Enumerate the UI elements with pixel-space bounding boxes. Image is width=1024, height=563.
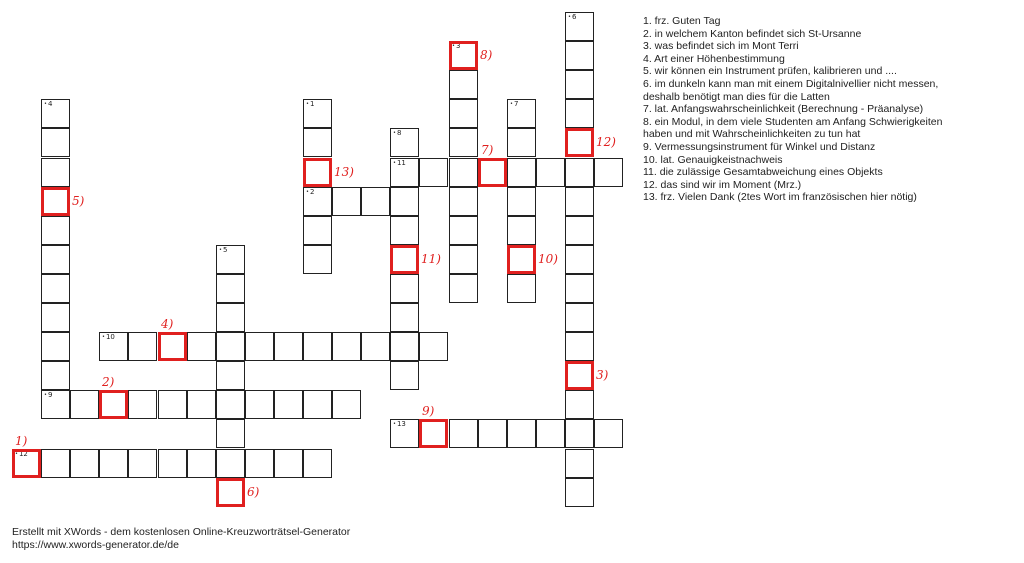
clue-item: 7. lat. Anfangswahrscheinlichkeit (Berechnung - Präanalyse) — [643, 103, 924, 116]
grid-cell[interactable] — [216, 478, 245, 507]
footer — [12, 526, 350, 552]
clue-number: • 3 — [452, 42, 460, 51]
grid-cell[interactable] — [565, 216, 594, 245]
solution-letter-label: 10) — [538, 252, 558, 266]
clue-number: • 8 — [393, 129, 401, 138]
grid-cell[interactable] — [361, 332, 390, 361]
grid-cell[interactable] — [187, 332, 216, 361]
grid-cell[interactable] — [419, 158, 448, 187]
grid-cell[interactable] — [245, 332, 274, 361]
grid-cell[interactable] — [565, 361, 594, 390]
grid-cell[interactable] — [478, 419, 507, 448]
grid-cell[interactable] — [449, 41, 478, 70]
grid-cell[interactable] — [507, 274, 536, 303]
clue-item: 5. wir können ein Instrument prüfen, kalibrieren und .... — [643, 65, 897, 78]
grid-cell[interactable] — [187, 390, 216, 419]
grid-cell[interactable] — [245, 390, 274, 419]
grid-cell[interactable] — [303, 245, 332, 274]
grid-cell[interactable] — [390, 303, 419, 332]
grid-cell[interactable] — [565, 12, 594, 41]
grid-cell[interactable] — [565, 158, 594, 187]
grid-cell[interactable] — [303, 128, 332, 157]
grid-cell[interactable] — [303, 99, 332, 128]
grid-cell[interactable] — [41, 274, 70, 303]
grid-cell[interactable] — [536, 158, 565, 187]
clue-item: 11. die zulässige Gesamtabweichung eines Objekts — [643, 166, 883, 179]
grid-cell[interactable] — [507, 128, 536, 157]
clue-number: • 2 — [306, 188, 314, 197]
grid-cell[interactable] — [41, 128, 70, 157]
grid-cell[interactable] — [41, 390, 70, 419]
clue-number: • 5 — [219, 246, 227, 255]
grid-cell[interactable] — [565, 390, 594, 419]
grid-cell[interactable] — [390, 274, 419, 303]
grid-cell[interactable] — [41, 216, 70, 245]
grid-cell[interactable] — [41, 332, 70, 361]
grid-cell[interactable] — [507, 99, 536, 128]
grid-cell[interactable] — [565, 187, 594, 216]
grid-cell[interactable] — [216, 419, 245, 448]
grid-cell[interactable] — [565, 332, 594, 361]
grid-cell[interactable] — [274, 390, 303, 419]
clue-item: 10. lat. Genauigkeistnachweis — [643, 153, 783, 166]
grid-cell[interactable] — [216, 332, 245, 361]
grid-cell[interactable] — [99, 332, 128, 361]
grid-cell[interactable] — [158, 390, 187, 419]
clue-number: • 1 — [306, 100, 314, 109]
grid-cell[interactable] — [390, 419, 419, 448]
grid-cell[interactable] — [449, 419, 478, 448]
grid-cell[interactable] — [332, 390, 361, 419]
grid-cell[interactable] — [390, 158, 419, 187]
grid-cell[interactable] — [419, 332, 448, 361]
grid-cell[interactable] — [565, 128, 594, 157]
grid-cell[interactable] — [41, 449, 70, 478]
grid-cell[interactable] — [449, 216, 478, 245]
grid-cell[interactable] — [565, 70, 594, 99]
clue-number: • 12 — [15, 450, 28, 459]
grid-cell[interactable] — [478, 158, 507, 187]
grid-cell[interactable] — [507, 216, 536, 245]
clue-item: 9. Vermessungsinstrument für Winkel und Distanz — [643, 140, 876, 153]
grid-cell[interactable] — [216, 245, 245, 274]
grid-cell[interactable] — [449, 70, 478, 99]
grid-cell[interactable] — [449, 128, 478, 157]
clue-number: • 4 — [44, 100, 52, 109]
footer-url[interactable]: https://www.xwords-generator.de/de — [12, 539, 179, 551]
grid-cell[interactable] — [41, 187, 70, 216]
solution-letter-label: 3) — [596, 368, 609, 382]
grid-cell[interactable] — [128, 332, 157, 361]
grid-cell[interactable] — [216, 274, 245, 303]
grid-cell[interactable] — [507, 419, 536, 448]
solution-letter-label: 1) — [15, 434, 28, 448]
grid-cell[interactable] — [449, 158, 478, 187]
grid-cell[interactable] — [303, 332, 332, 361]
grid-cell[interactable] — [70, 449, 99, 478]
grid-cell[interactable] — [274, 332, 303, 361]
grid-cell[interactable] — [158, 332, 187, 361]
grid-cell[interactable] — [507, 245, 536, 274]
solution-letter-label: 7) — [481, 143, 494, 157]
clue-item: 13. frz. Vielen Dank (2tes Wort im französischen hier nötig) — [643, 191, 917, 204]
grid-cell[interactable] — [41, 361, 70, 390]
grid-cell[interactable] — [565, 478, 594, 507]
grid-cell[interactable] — [303, 390, 332, 419]
clue-number: • 11 — [393, 159, 406, 168]
clue-number: • 10 — [102, 333, 115, 342]
clue-number: • 9 — [44, 391, 52, 400]
grid-cell[interactable] — [449, 245, 478, 274]
grid-cell[interactable] — [565, 303, 594, 332]
grid-cell[interactable] — [449, 274, 478, 303]
grid-cell[interactable] — [419, 419, 448, 448]
grid-cell[interactable] — [390, 332, 419, 361]
grid-cell[interactable] — [390, 361, 419, 390]
solution-letter-label: 9) — [422, 404, 435, 418]
grid-cell[interactable] — [158, 449, 187, 478]
clue-item: 2. in welchem Kanton befindet sich St-Ursanne — [643, 27, 862, 40]
clue-item: 3. was befindet sich im Mont Terri — [643, 40, 799, 53]
grid-cell[interactable] — [449, 99, 478, 128]
grid-cell[interactable] — [41, 303, 70, 332]
clue-item: 8. ein Modul, in dem viele Studenten am Anfang Schwierigkeiten haben und mit Wahrscheinlichkeiten zu tun hat — [643, 115, 943, 141]
grid-cell[interactable] — [128, 449, 157, 478]
clue-number: • 6 — [568, 13, 576, 22]
grid-cell[interactable] — [536, 419, 565, 448]
clue-item: 6. im dunkeln kann man mit einem Digitalnivellier nicht messen, deshalb benötigt man dies für die Latten — [643, 77, 939, 103]
grid-cell[interactable] — [303, 187, 332, 216]
solution-letter-label: 11) — [421, 252, 441, 266]
grid-cell[interactable] — [390, 216, 419, 245]
solution-letter-label: 12) — [596, 135, 616, 149]
grid-cell[interactable] — [565, 449, 594, 478]
clue-item: 12. das sind wir im Moment (Mrz.) — [643, 178, 802, 191]
solution-letter-label: 6) — [247, 485, 260, 499]
solution-letter-label: 4) — [161, 317, 174, 331]
grid-cell[interactable] — [565, 41, 594, 70]
grid-cell[interactable] — [390, 187, 419, 216]
grid-cell[interactable] — [12, 449, 41, 478]
solution-letter-label: 5) — [72, 194, 85, 208]
grid-cell[interactable] — [274, 449, 303, 478]
grid-cell[interactable] — [594, 419, 623, 448]
solution-letter-label: 13) — [334, 165, 354, 179]
grid-cell[interactable] — [303, 449, 332, 478]
grid-cell[interactable] — [41, 245, 70, 274]
grid-cell[interactable] — [216, 390, 245, 419]
grid-cell[interactable] — [565, 419, 594, 448]
grid-cell[interactable] — [303, 216, 332, 245]
grid-cell[interactable] — [332, 332, 361, 361]
grid-cell[interactable] — [507, 187, 536, 216]
solution-letter-label: 8) — [480, 48, 493, 62]
grid-cell[interactable] — [390, 128, 419, 157]
grid-cell[interactable] — [449, 187, 478, 216]
grid-cell[interactable] — [128, 390, 157, 419]
solution-letter-label: 2) — [102, 375, 115, 389]
grid-cell[interactable] — [70, 390, 99, 419]
clue-number: • 7 — [510, 100, 518, 109]
grid-cell[interactable] — [390, 245, 419, 274]
clue-list — [643, 15, 1018, 204]
grid-cell[interactable] — [216, 449, 245, 478]
grid-cell[interactable] — [565, 274, 594, 303]
clue-item: 1. frz. Guten Tag — [643, 15, 721, 27]
grid-cell[interactable] — [565, 99, 594, 128]
grid-cell[interactable] — [361, 187, 390, 216]
footer-credit: Erstellt mit XWords - dem kostenlosen Online-Kreuzworträtsel-Generator — [12, 526, 351, 538]
grid-cell[interactable] — [245, 449, 274, 478]
grid-cell[interactable] — [303, 158, 332, 187]
grid-cell[interactable] — [565, 245, 594, 274]
clue-item: 4. Art einer Höhenbestimmung — [643, 52, 785, 65]
grid-cell[interactable] — [99, 390, 128, 419]
grid-cell[interactable] — [99, 449, 128, 478]
grid-cell[interactable] — [216, 361, 245, 390]
grid-cell[interactable] — [41, 99, 70, 128]
grid-cell[interactable] — [507, 158, 536, 187]
grid-cell[interactable] — [187, 449, 216, 478]
grid-cell[interactable] — [594, 158, 623, 187]
grid-cell[interactable] — [332, 187, 361, 216]
grid-cell[interactable] — [41, 158, 70, 187]
clue-number: • 13 — [393, 420, 406, 429]
grid-cell[interactable] — [216, 303, 245, 332]
